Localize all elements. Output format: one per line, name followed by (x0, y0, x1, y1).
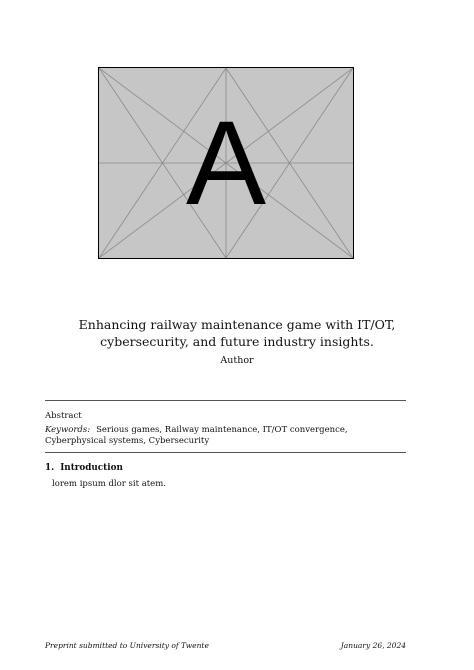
placeholder-figure (98, 67, 354, 259)
section-number: 1. (45, 463, 55, 473)
abstract-bottom-rule (45, 452, 406, 453)
keywords-line (45, 425, 406, 447)
figure-letter: A (185, 96, 267, 230)
footer-date: January 26, 2024 (340, 641, 406, 650)
paper-title: Enhancing railway maintenance game with IT/OT, cybersecurity, and future industry insights. (78, 317, 396, 349)
footer-preprint-note: Preprint submitted to University of Twente (45, 641, 209, 650)
section-title: Introduction (60, 463, 123, 473)
section-heading-introduction (45, 462, 123, 474)
paper-author: Author (220, 355, 254, 366)
keywords-label: Keywords: (45, 425, 91, 435)
abstract-label: Abstract (45, 411, 82, 421)
section-body-text: lorem ipsum dlor sit atem. (52, 479, 166, 489)
keywords-text: Serious games, Railway maintenance, IT/OT convergence, Cyberphysical systems, Cybersecurity (45, 425, 348, 446)
abstract-top-rule (45, 400, 406, 401)
